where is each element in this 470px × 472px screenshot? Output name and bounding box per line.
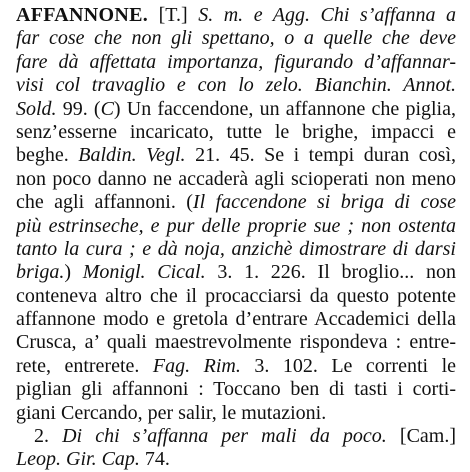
entry-text: affannone modo e gretola d’entrare Accademici della (16, 308, 456, 331)
entry-line (16, 98, 456, 121)
entry-line (16, 261, 456, 284)
italic-text: Di chi s’affanna per mali da poco. (62, 425, 387, 448)
entry-line (16, 285, 456, 308)
entry-text: 3. 102. Le correnti le (240, 354, 456, 377)
entry-text: 3. 1. 226. Il broglio... non (205, 261, 456, 284)
italic-text: Fag. Rim. (152, 354, 241, 377)
entry-line (16, 27, 456, 50)
entry-text: ) (64, 261, 83, 284)
entry-line (16, 308, 456, 331)
entry-text: conteneva altro che il procacciarsi da questo potente (16, 284, 456, 307)
entry-text: [Cam.] (386, 425, 456, 448)
entry-text: rete, entrerete. (16, 354, 153, 377)
entry-line (16, 378, 456, 401)
entry-line (16, 238, 456, 261)
italic-text: fare dà affettata importanza, figurando d’affannar- (16, 50, 456, 73)
entry-line (16, 448, 456, 471)
entry-line (16, 4, 456, 27)
entry-line (16, 215, 456, 238)
italic-text: Il faccendone si briga di cose (192, 191, 456, 214)
italic-text: S. m. e Agg. Chi s’affanna a (198, 4, 456, 26)
entry-line (16, 425, 456, 448)
entry-text: giani Cercando, per salir, le mutazioni. (16, 401, 327, 424)
italic-text: Leop. Gir. Cap. (16, 448, 140, 471)
entry-line (16, 355, 456, 378)
italic-text: Sold. (16, 97, 57, 120)
italic-text: più estrinseche, e pur delle proprie sue ; non ostenta (16, 214, 456, 237)
entry-line (16, 402, 456, 425)
entry-text: 74. (139, 448, 170, 471)
entry-line (16, 121, 456, 144)
entry-line (16, 331, 456, 354)
entry-line (16, 191, 456, 214)
italic-text: Baldin. Vegl. (78, 144, 186, 167)
entry-text: 2. (34, 425, 63, 448)
italic-text: C (100, 97, 114, 120)
italic-text: far cose che non gli spettano, o a quelle che deve (16, 27, 456, 50)
entry-text: [T.] (148, 4, 199, 26)
italic-text: briga. (16, 261, 65, 284)
italic-text: visi col travaglio e con lo zelo. Bianchin. Annot. (16, 74, 456, 97)
entry-line (16, 51, 456, 74)
entry-text: 99. ( (56, 97, 101, 120)
italic-text: tanto la cura ; e dà noja, anzichè dimostrare di darsi (16, 237, 456, 260)
entry-text: che agli affannoni. ( (16, 191, 193, 214)
headword: AFFANNONE. (16, 4, 149, 26)
entry-text: non poco danno ne accaderà agli scioperati non meno (16, 167, 456, 190)
entry-text: Crusca, a’ quali maestrevolmente rispondeva : entre- (16, 331, 456, 354)
entry-line (16, 168, 456, 191)
italic-text: Monigl. Cical. (82, 261, 206, 284)
entry-text: ) Un faccendone, un affannone che piglia, (113, 97, 456, 120)
entry-text: piglian gli affannoni : Toccano ben di tasti i corti- (16, 378, 456, 401)
dictionary-entry (16, 4, 456, 472)
entry-text: beghe. (16, 144, 79, 167)
entry-line (16, 74, 456, 97)
entry-text: 21. 45. Se i tempi duran così, (185, 144, 456, 167)
entry-text: senz’esserne incaricato, tutte le brighe, impacci e (16, 120, 456, 143)
entry-line (16, 144, 456, 167)
